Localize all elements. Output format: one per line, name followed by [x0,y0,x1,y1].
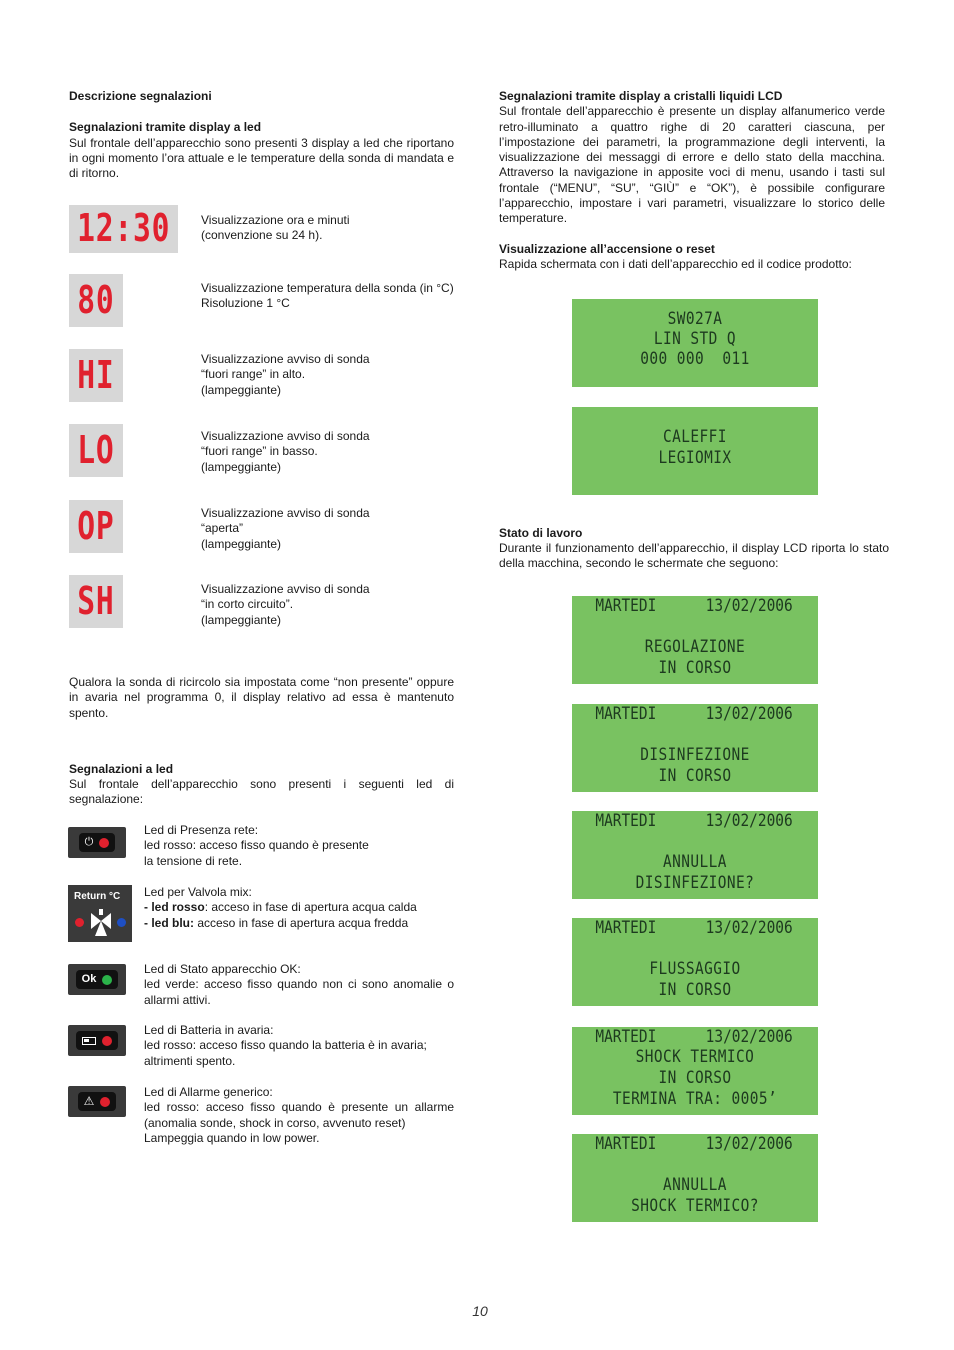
display-clock: 12:30 [69,205,178,253]
recirc-note: Qualora la sonda di ricircolo sia impostata come “non presente” oppure in avaria nel programma 0, il display relativo ad essa è mantenuto spento. [69,675,454,720]
leds-title: Segnalazioni a led [69,762,174,776]
led-presence-desc: Led di Presenza rete: led rosso: acceso fisso quando è presente la tensione di rete. [144,823,369,868]
right-column [499,89,885,272]
led-ok-green [102,975,112,985]
lcd-work-screen-2: MARTEDI 13/02/2006 DISINFEZIONE IN CORSO [572,704,818,792]
section-heading: Descrizione segnalazioni [69,89,212,103]
power-icon: ⏻ [84,835,94,848]
warning-icon: ⚠ [83,1093,95,1108]
display-temperature-desc: Visualizzazione temperatura della sonda (in °C) Risoluzione 1 °C [201,281,454,311]
lcd-work-screen-1: MARTEDI 13/02/2006 REGOLAZIONE IN CORSO [572,596,818,684]
led-ok-panel [68,964,126,995]
lcd-boot-screen-1: SW027A LIN STD Q 000 000 011 [572,299,818,387]
work-body: Durante il funzionamento dell’apparecchio, il display LCD riporta lo stato della macchina, secondo le schermate che seguono: [499,541,889,571]
lcd-title: Segnalazioni tramite display a cristalli liquidi LCD [499,89,783,103]
battery-icon [82,1037,96,1045]
mixing-valve-icon [89,909,113,937]
led-presence-panel [68,827,126,858]
page-number: 10 [472,1303,488,1319]
display-hi: HI [69,349,123,402]
display-temperature: 80 [69,274,123,327]
lcd-work-screen-5: MARTEDI 13/02/2006 SHOCK TERMICO IN CORSO TERMINA TRA: 0005’ [572,1027,818,1115]
display-clock-desc: Visualizzazione ora e minuti (convenzione su 24 h). [201,213,350,243]
led-alarm-panel [68,1086,126,1117]
boot-title: Visualizzazione all’accensione o reset [499,241,715,256]
display-op: OP [69,500,123,553]
led-presence-red [99,838,109,848]
lcd-boot-screen-2: CALEFFI LEGIOMIX [572,407,818,495]
left-column [69,89,454,181]
lcd-work-screen-4: MARTEDI 13/02/2006 FLUSSAGGIO IN CORSO [572,918,818,1006]
led-ok-desc: Led di Stato apparecchio OK: led verde: acceso fisso quando non ci sono anomalie o allarmi attivi. [144,962,454,1007]
display-lo-desc: Visualizzazione avviso di sonda “fuori range” in basso. (lampeggiante) [201,429,370,474]
leds-body: Sul frontale dell’apparecchio sono presenti i seguenti led di segnalazione: [69,777,454,807]
ok-label: Ok [81,972,97,985]
lcd-work-screen-6: MARTEDI 13/02/2006 ANNULLA SHOCK TERMICO? [572,1134,818,1222]
led-battery-red [102,1036,112,1046]
work-title: Stato di lavoro [499,526,583,540]
return-label: Return °C [74,891,121,902]
led-alarm-red [100,1097,110,1107]
led-valve-red [75,918,84,927]
led-battery-desc: Led di Batteria in avaria: led rosso: acceso fisso quando la batteria è in avaria; altrimenti spento. [144,1023,427,1068]
led-valve-panel [68,885,132,942]
led-battery-panel [68,1025,126,1056]
led-valve-blue [117,918,126,927]
led-valve-desc: Led per Valvola mix: - led rosso: acceso in fase di apertura acqua calda - led blu: acceso in fase di apertura acqua fredda [144,885,417,930]
led-display-title: Segnalazioni tramite display a led [69,120,262,135]
lcd-body: Sul frontale dell’apparecchio è presente un display alfanumerico verde retro-illuminato a quattro righe di 20 caratteri ciascuna, per l’impostazione dei parametri, la programmazione degli interventi, la visualizzazione dei messaggi di errore e dello stato della macchina. Attraverso la navigazione in apposite voci di menu, usando i tasti sul frontale (“MENU”, “SU”, “GIÙ” e “OK”), è possibile configurare l’apparecchio, impostare i vari parametri, visualizzare lo storico delle temperature. [499,104,885,226]
led-display-body: Sul frontale dell’apparecchio sono presenti 3 display a led che riportano in ogni momento l’ora attuale e le temperature della sonda di mandata e di ritorno. [69,135,454,181]
boot-body: Rapida schermata con i dati dell’apparecchio ed il codice prodotto: [499,256,852,271]
lcd-work-screen-3: MARTEDI 13/02/2006 ANNULLA DISINFEZIONE? [572,811,818,899]
display-hi-desc: Visualizzazione avviso di sonda “fuori range” in alto. (lampeggiante) [201,352,370,397]
display-lo: LO [69,424,123,477]
led-alarm-desc: Led di Allarme generico: led rosso: acceso fisso quando è presente un allarme (anomalia sonde, shock in corso, avvenuto reset) Lampeggia quando in low power. [144,1085,454,1145]
display-op-desc: Visualizzazione avviso di sonda “aperta” (lampeggiante) [201,506,370,551]
display-sh-desc: Visualizzazione avviso di sonda “in corto circuito”. (lampeggiante) [201,582,370,627]
display-sh: SH [69,575,123,628]
